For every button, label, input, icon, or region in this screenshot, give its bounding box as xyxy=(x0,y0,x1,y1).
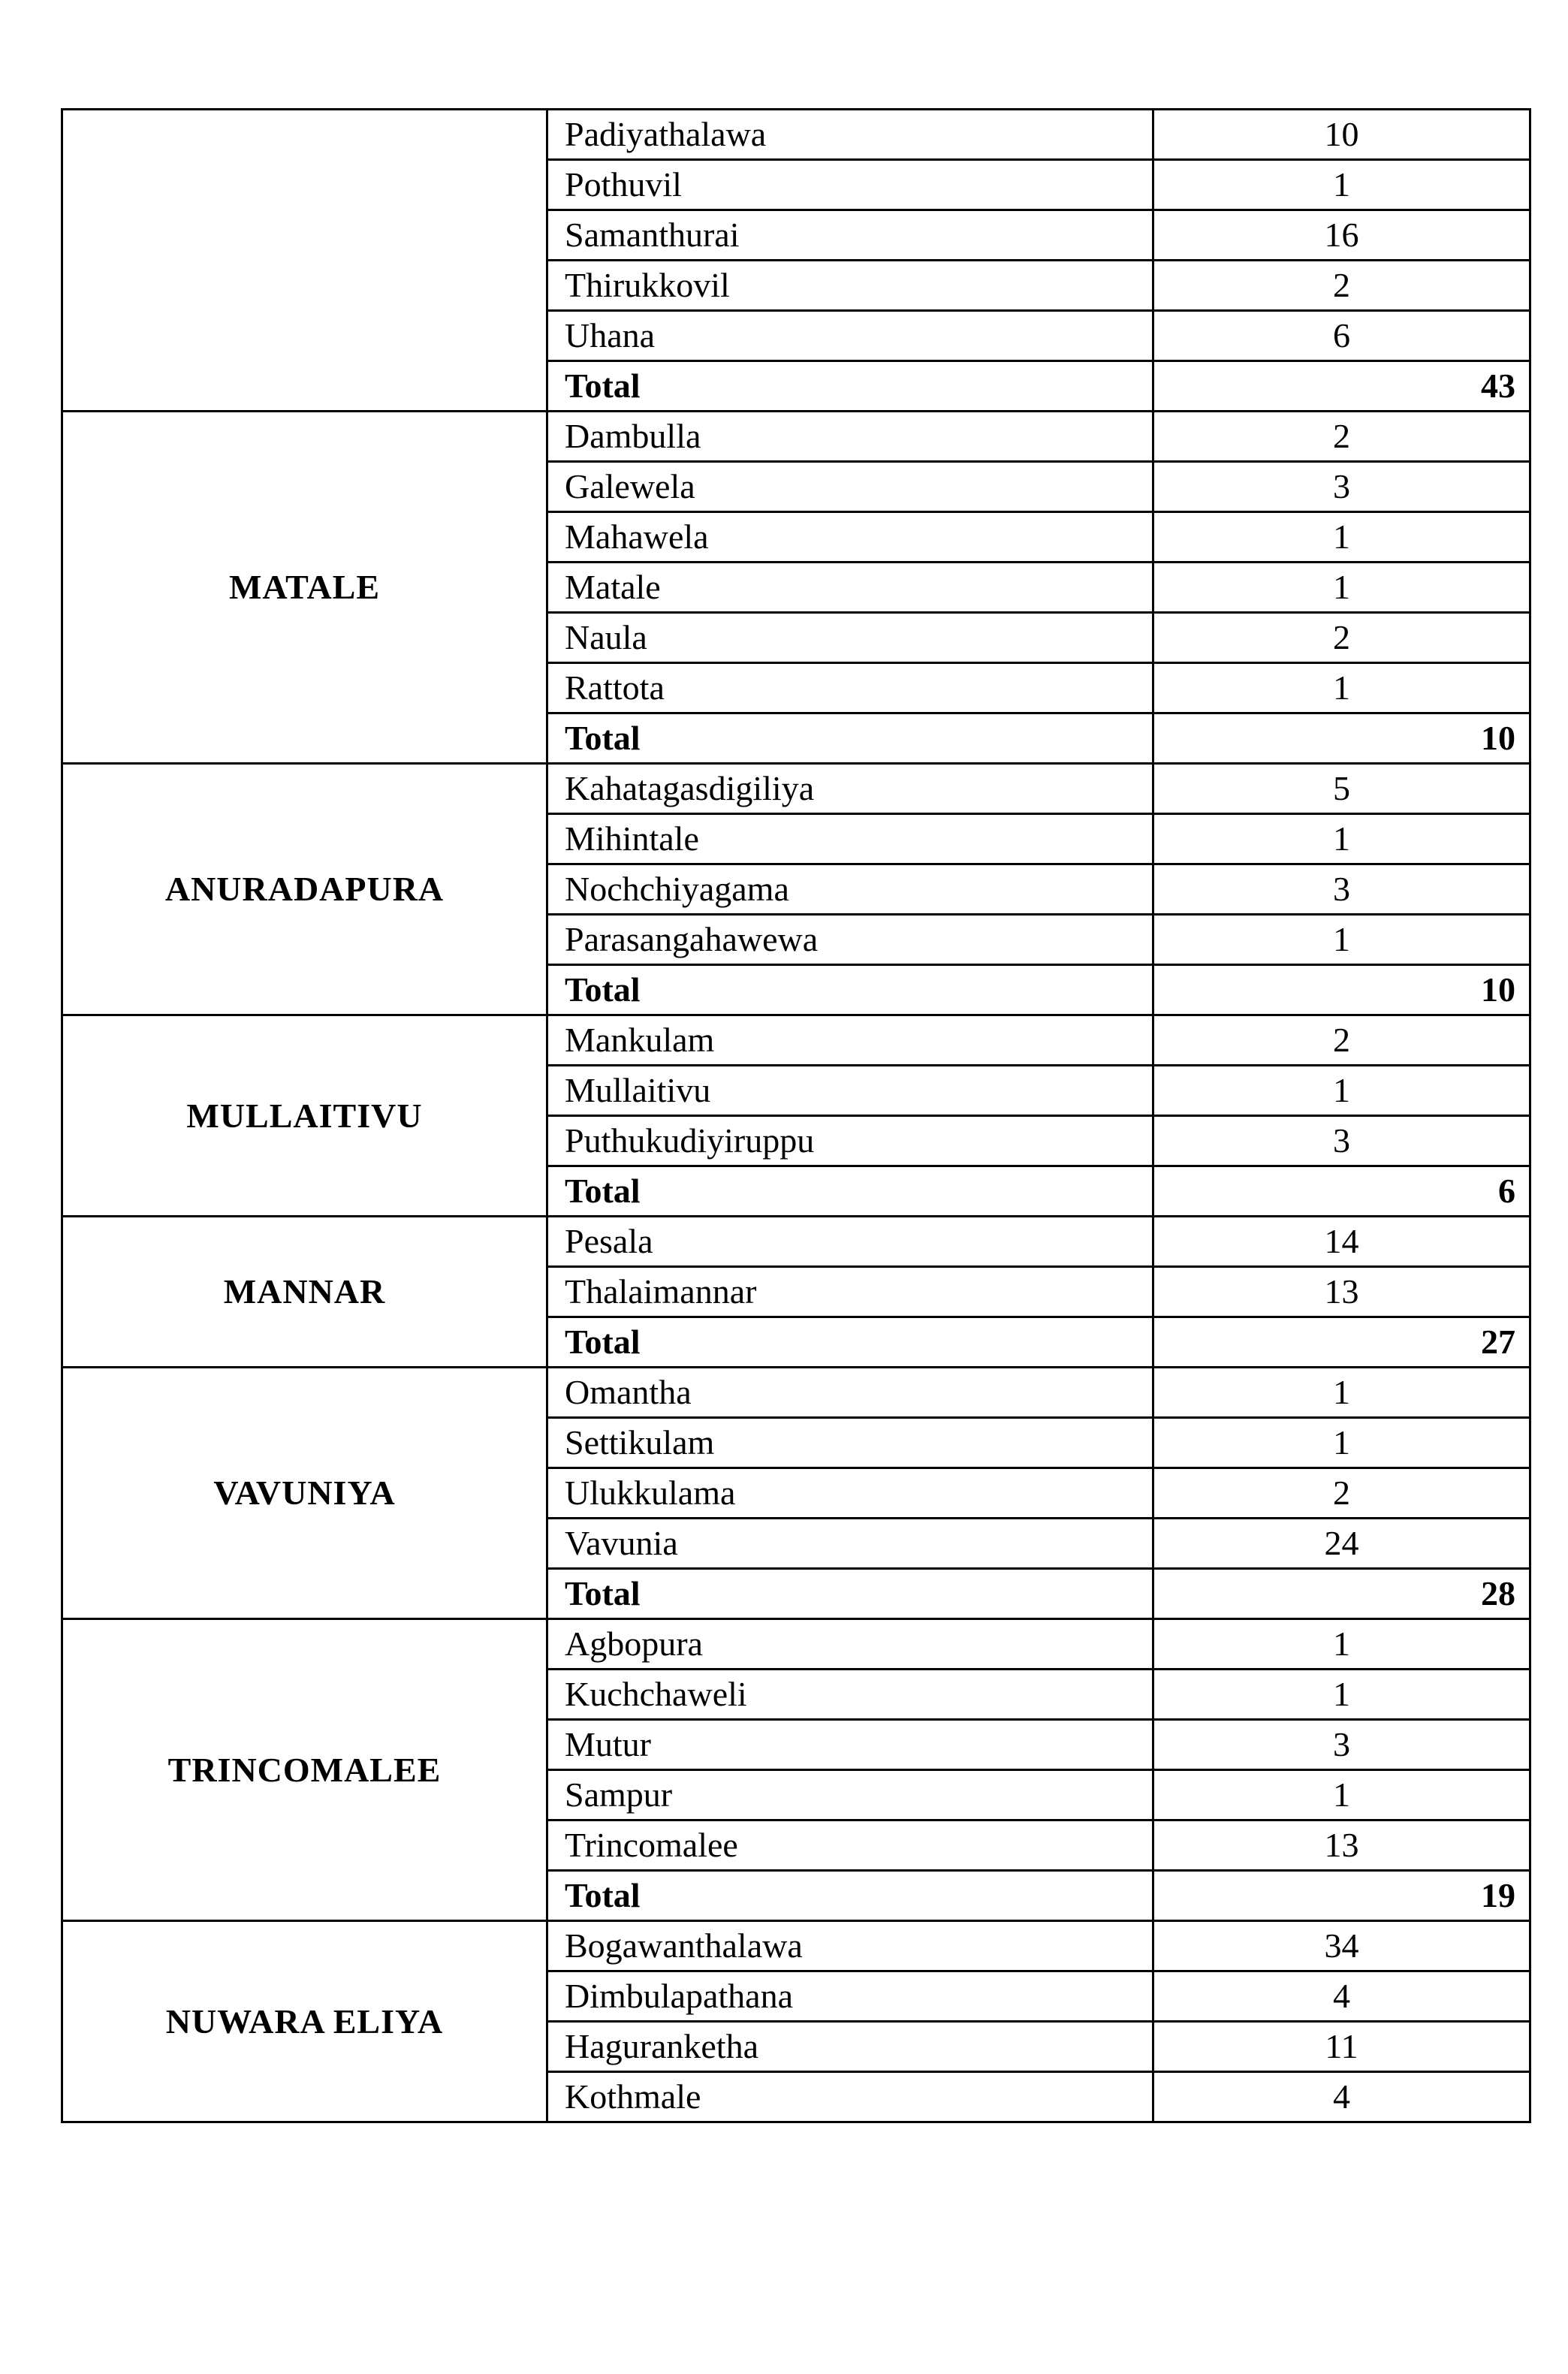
area-name: Bogawanthalawa xyxy=(547,1921,1153,1971)
area-name: Dambulla xyxy=(547,412,1153,462)
area-name: Haguranketha xyxy=(547,2022,1153,2072)
area-name: Galewela xyxy=(547,462,1153,512)
area-count: 4 xyxy=(1153,1971,1530,2022)
total-label: Total xyxy=(547,361,1153,412)
area-count: 3 xyxy=(1153,1720,1530,1770)
district-name: NUWARA ELIYA xyxy=(62,1921,547,2122)
area-name: Mihintale xyxy=(547,814,1153,864)
area-count: 2 xyxy=(1153,1015,1530,1066)
area-count: 1 xyxy=(1153,512,1530,563)
area-count: 1 xyxy=(1153,1066,1530,1116)
area-count: 16 xyxy=(1153,210,1530,261)
area-name: Mullaitivu xyxy=(547,1066,1153,1116)
area-count: 10 xyxy=(1153,110,1530,160)
district-name xyxy=(62,110,547,412)
area-count: 6 xyxy=(1153,311,1530,361)
area-count: 3 xyxy=(1153,864,1530,915)
total-label: Total xyxy=(547,1166,1153,1217)
total-label: Total xyxy=(547,1317,1153,1368)
area-count: 1 xyxy=(1153,1619,1530,1670)
area-name: Omantha xyxy=(547,1368,1153,1418)
area-name: Thirukkovil xyxy=(547,261,1153,311)
table-body xyxy=(62,110,1530,2122)
table-row xyxy=(62,1619,1530,1670)
total-value: 19 xyxy=(1153,1871,1530,1921)
area-count: 1 xyxy=(1153,160,1530,210)
table-row xyxy=(62,110,1530,160)
area-count: 13 xyxy=(1153,1820,1530,1871)
table-row xyxy=(62,1015,1530,1066)
area-count: 24 xyxy=(1153,1519,1530,1569)
area-name: Mutur xyxy=(547,1720,1153,1770)
total-value: 10 xyxy=(1153,713,1530,764)
total-value: 28 xyxy=(1153,1569,1530,1619)
district-name: MULLAITIVU xyxy=(62,1015,547,1217)
area-name: Settikulam xyxy=(547,1418,1153,1468)
table-row xyxy=(62,412,1530,462)
table-row xyxy=(62,1217,1530,1267)
total-label: Total xyxy=(547,713,1153,764)
total-value: 6 xyxy=(1153,1166,1530,1217)
district-name: VAVUNIYA xyxy=(62,1368,547,1619)
area-name: Nochchiyagama xyxy=(547,864,1153,915)
area-count: 1 xyxy=(1153,915,1530,965)
area-name: Parasangahawewa xyxy=(547,915,1153,965)
total-value: 43 xyxy=(1153,361,1530,412)
area-name: Rattota xyxy=(547,663,1153,713)
table-row xyxy=(62,1368,1530,1418)
area-count: 1 xyxy=(1153,663,1530,713)
area-count: 3 xyxy=(1153,1116,1530,1166)
area-name: Pothuvil xyxy=(547,160,1153,210)
area-count: 5 xyxy=(1153,764,1530,814)
area-name: Mahawela xyxy=(547,512,1153,563)
area-name: Trincomalee xyxy=(547,1820,1153,1871)
district-name: ANURADAPURA xyxy=(62,764,547,1015)
area-name: Sampur xyxy=(547,1770,1153,1820)
area-name: Thalaimannar xyxy=(547,1267,1153,1317)
area-name: Kuchchaweli xyxy=(547,1670,1153,1720)
area-count: 1 xyxy=(1153,1368,1530,1418)
area-name: Dimbulapathana xyxy=(547,1971,1153,2022)
district-name: TRINCOMALEE xyxy=(62,1619,547,1921)
total-label: Total xyxy=(547,1871,1153,1921)
total-label: Total xyxy=(547,1569,1153,1619)
area-name: Vavunia xyxy=(547,1519,1153,1569)
table-row xyxy=(62,1921,1530,1971)
district-name: MANNAR xyxy=(62,1217,547,1368)
area-name: Agbopura xyxy=(547,1619,1153,1670)
area-name: Naula xyxy=(547,613,1153,663)
area-name: Puthukudiyiruppu xyxy=(547,1116,1153,1166)
area-count: 1 xyxy=(1153,1770,1530,1820)
area-count: 13 xyxy=(1153,1267,1530,1317)
area-name: Uhana xyxy=(547,311,1153,361)
area-name: Mankulam xyxy=(547,1015,1153,1066)
area-count: 11 xyxy=(1153,2022,1530,2072)
area-count: 3 xyxy=(1153,462,1530,512)
area-count: 1 xyxy=(1153,1670,1530,1720)
area-name: Kothmale xyxy=(547,2072,1153,2122)
area-count: 2 xyxy=(1153,613,1530,663)
district-name: MATALE xyxy=(62,412,547,764)
area-name: Ulukkulama xyxy=(547,1468,1153,1519)
area-name: Samanthurai xyxy=(547,210,1153,261)
area-count: 2 xyxy=(1153,1468,1530,1519)
area-count: 1 xyxy=(1153,1418,1530,1468)
area-name: Kahatagasdigiliya xyxy=(547,764,1153,814)
total-value: 10 xyxy=(1153,965,1530,1015)
area-count: 2 xyxy=(1153,261,1530,311)
area-count: 4 xyxy=(1153,2072,1530,2122)
area-name: Padiyathalawa xyxy=(547,110,1153,160)
area-name: Pesala xyxy=(547,1217,1153,1267)
area-count: 34 xyxy=(1153,1921,1530,1971)
area-name: Matale xyxy=(547,563,1153,613)
area-count: 1 xyxy=(1153,814,1530,864)
area-count: 1 xyxy=(1153,563,1530,613)
district-area-table xyxy=(61,108,1531,2123)
area-count: 2 xyxy=(1153,412,1530,462)
table-row xyxy=(62,764,1530,814)
area-count: 14 xyxy=(1153,1217,1530,1267)
total-value: 27 xyxy=(1153,1317,1530,1368)
total-label: Total xyxy=(547,965,1153,1015)
